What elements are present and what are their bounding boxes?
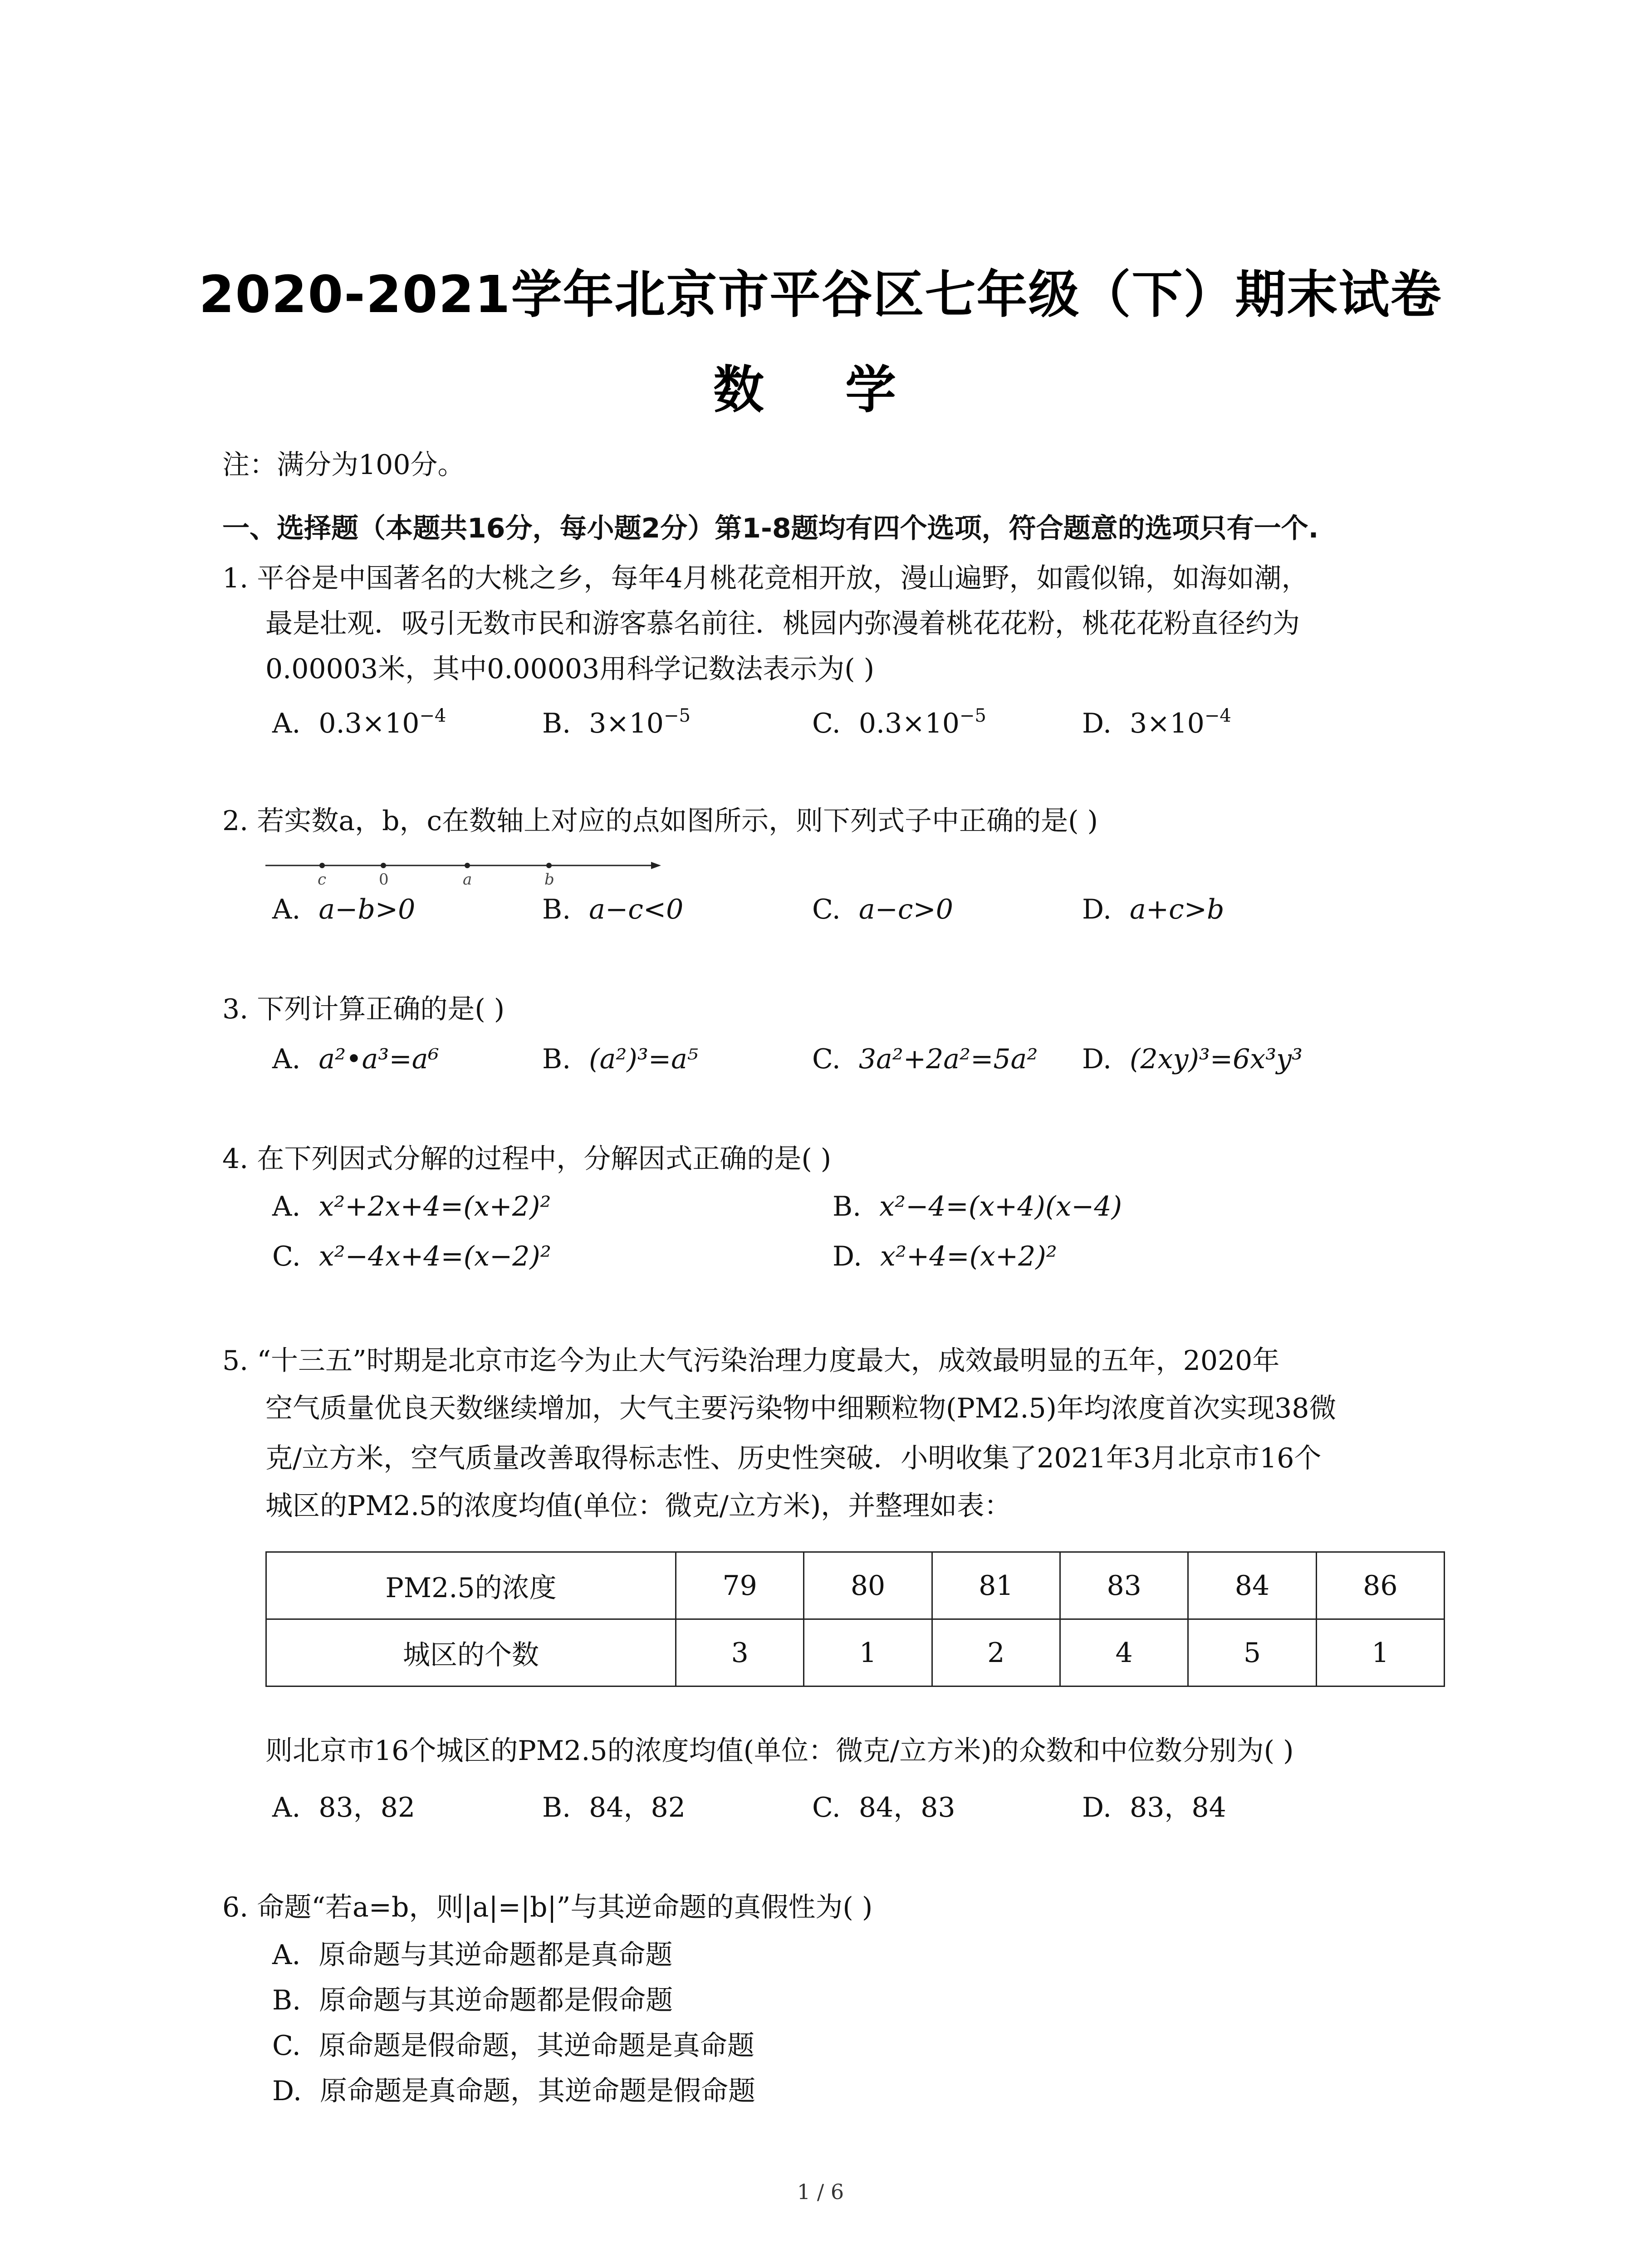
score-note: 注：满分为100分。 [222, 449, 465, 481]
label-b: b [544, 870, 554, 889]
q3-option-b[interactable]: B. (a²)³=a⁵ [542, 1043, 698, 1075]
q6-option-d[interactable]: D. 原命题是真命题，其逆命题是假命题 [272, 2075, 756, 2107]
q4-option-d[interactable]: D. x²+4=(x+2)² [833, 1241, 1057, 1272]
q5-option-d[interactable]: D. 83，84 [1082, 1792, 1226, 1823]
q5-line1: 5. “十三五”时期是北京市迄今为止大气污染治理力度最大，成效最明显的五年，2020年 [222, 1345, 1280, 1377]
table-cell: 4 [1060, 1619, 1188, 1686]
q5-option-b[interactable]: B. 84，82 [542, 1792, 686, 1823]
q1-option-d[interactable]: D. $3\times 10^{-4}$ [1082, 705, 1231, 739]
table-header-concentration: PM2.5的浓度 [266, 1552, 676, 1619]
table-cell: 86 [1316, 1552, 1444, 1619]
table-cell: 2 [932, 1619, 1060, 1686]
pm25-table [265, 1551, 1445, 1687]
q2-option-d[interactable]: D. a+c>b [1082, 894, 1225, 925]
q5-option-a[interactable]: A. 83，82 [272, 1792, 416, 1823]
q1-option-a[interactable]: A. $0.3\times 10^{-4}$ [272, 705, 446, 739]
point-c [319, 863, 325, 868]
table-cell: 3 [676, 1619, 804, 1686]
table-cell: 5 [1188, 1619, 1316, 1686]
table-row [266, 1619, 1445, 1686]
q2-option-b[interactable]: B. a−c<0 [542, 894, 684, 925]
q1-line1: 1. 平谷是中国著名的大桃之乡，每年4月桃花竞相开放，漫山遍野，如霞似锦，如海如潮， [222, 562, 1309, 594]
q5-line5: 则北京市16个城区的PM2.5的浓度均值(单位：微克/立方米)的众数和中位数分别为( ) [265, 1735, 1294, 1767]
q1-line3: 0.00003米，其中0.00003用科学记数法表示为( ) [265, 653, 875, 685]
page-number: 1 / 6 [797, 2180, 844, 2204]
table-cell: 1 [804, 1619, 932, 1686]
q5-line4: 城区的PM2.5的浓度均值(单位：微克/立方米)，并整理如表： [265, 1490, 1012, 1522]
q2-option-c[interactable]: C. a−c>0 [812, 894, 953, 925]
q3-option-c[interactable]: C. 3a²+2a²=5a² [812, 1043, 1038, 1075]
point-zero [381, 863, 386, 868]
q1-option-b[interactable]: B. $3\times 10^{-5}$ [542, 705, 691, 739]
q6-option-a[interactable]: A. 原命题与其逆命题都是真命题 [272, 1939, 673, 1971]
q6-option-c[interactable]: C. 原命题是假命题，其逆命题是真命题 [272, 2030, 754, 2062]
table-header-count: 城区的个数 [266, 1619, 676, 1686]
subject-title: 数 学 [713, 361, 928, 420]
table-cell: 83 [1060, 1552, 1188, 1619]
table-cell: 81 [932, 1552, 1060, 1619]
table-cell: 84 [1188, 1552, 1316, 1619]
q3-option-a[interactable]: A. a²•a³=a⁶ [272, 1043, 439, 1075]
q4-option-b[interactable]: B. x²−4=(x+4)(x−4) [833, 1191, 1122, 1222]
q1-line2: 最是壮观．吸引无数市民和游客慕名前往．桃园内弥漫着桃花花粉，桃花花粉直径约为 [265, 608, 1300, 640]
q2-line1: 2. 若实数a，b，c在数轴上对应的点如图所示，则下列式子中正确的是( ) [222, 805, 1098, 837]
table-cell: 1 [1316, 1619, 1444, 1686]
point-a [465, 863, 470, 868]
label-zero: 0 [379, 870, 389, 889]
q1-option-c[interactable]: C. $0.3\times 10^{-5}$ [812, 705, 986, 739]
q3-line1: 3. 下列计算正确的是( ) [222, 993, 505, 1025]
q5-line2: 空气质量优良天数继续增加，大气主要污染物中细颗粒物(PM2.5)年均浓度首次实现38微 [265, 1393, 1337, 1424]
q5-option-c[interactable]: C. 84，83 [812, 1792, 955, 1823]
q5-line3: 克/立方米，空气质量改善取得标志性、历史性突破．小明收集了2021年3月北京市16个 [265, 1442, 1322, 1474]
label-c: c [318, 870, 327, 889]
table-cell: 79 [676, 1552, 804, 1619]
point-b [546, 863, 552, 868]
q6-line1: 6. 命题“若a=b，则|a|=|b|”与其逆命题的真假性为( ) [222, 1892, 873, 1923]
q4-option-c[interactable]: C. x²−4x+4=(x−2)² [272, 1241, 551, 1272]
q6-option-b[interactable]: B. 原命题与其逆命题都是假命题 [272, 1984, 673, 2016]
exam-title: 2020-2021学年北京市平谷区七年级（下）期末试卷 [199, 265, 1442, 324]
q4-line1: 4. 在下列因式分解的过程中，分解因式正确的是( ) [222, 1143, 832, 1175]
label-a: a [463, 870, 472, 889]
table-cell: 80 [804, 1552, 932, 1619]
table-row [266, 1552, 1445, 1619]
number-line-figure [265, 857, 665, 889]
q2-option-a[interactable]: A. a−b>0 [272, 894, 416, 925]
q4-option-a[interactable]: A. x²+2x+4=(x+2)² [272, 1191, 551, 1222]
q3-option-d[interactable]: D. (2xy)³=6x³y³ [1082, 1043, 1303, 1075]
section-heading: 一、选择题（本题共16分，每小题2分）第1-8题均有四个选项，符合题意的选项只有一个. [222, 513, 1319, 544]
